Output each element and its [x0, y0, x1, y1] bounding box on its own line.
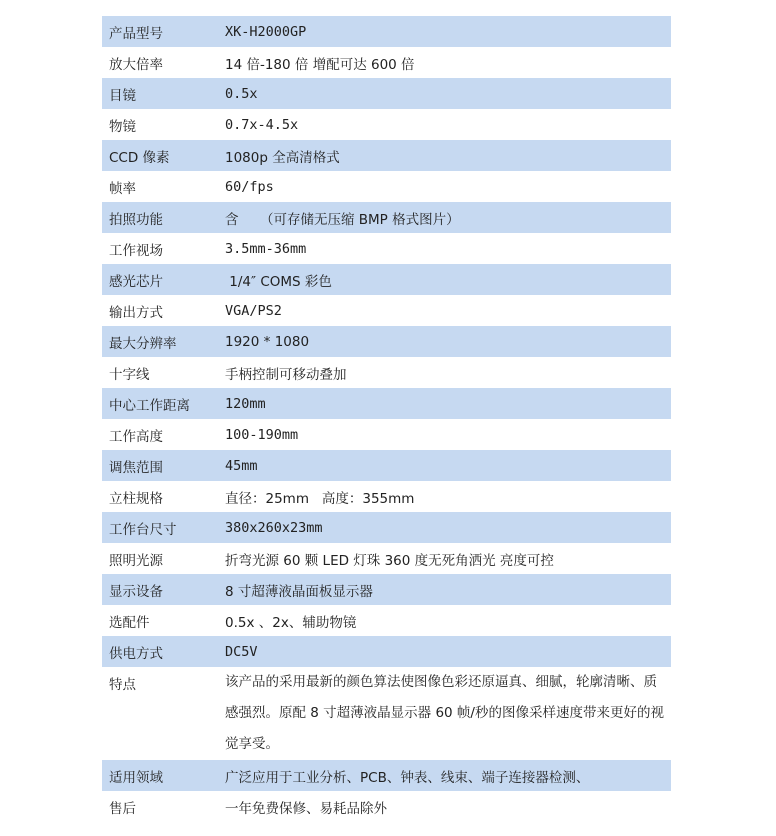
spec-label: 十字线	[102, 357, 218, 388]
spec-label: 目镜	[102, 78, 218, 109]
spec-row-accessories	[102, 605, 671, 636]
spec-value: 120mm	[218, 388, 671, 419]
spec-value: 1080p 全高清格式	[218, 140, 671, 171]
spec-label: 选配件	[102, 605, 218, 636]
spec-row-crosshair	[102, 357, 671, 388]
spec-row-frame-rate	[102, 171, 671, 202]
spec-value: 该产品的采用最新的颜色算法使图像色彩还原逼真、细腻，轮廓清晰、质感强烈。原配 8 寸超薄液晶显示器 60 帧/秒的图像采样速度带来更好的视觉享受。	[218, 667, 671, 760]
spec-value: 14 倍-180 倍 增配可达 600 倍	[218, 47, 671, 78]
spec-row-objective	[102, 109, 671, 140]
spec-label: 产品型号	[102, 16, 218, 47]
spec-row-column	[102, 481, 671, 512]
spec-label: 显示设备	[102, 574, 218, 605]
spec-row-stage-size	[102, 512, 671, 543]
spec-value: XK-H2000GP	[218, 16, 671, 47]
spec-value: VGA/PS2	[218, 295, 671, 326]
spec-value: DC5V	[218, 636, 671, 667]
spec-row-after-sales	[102, 791, 671, 822]
spec-value: 100-190mm	[218, 419, 671, 450]
spec-label: 中心工作距离	[102, 388, 218, 419]
spec-row-working-distance	[102, 388, 671, 419]
spec-row-model	[102, 16, 671, 47]
spec-label: 特点	[102, 667, 218, 760]
spec-value: 广泛应用于工业分析、PCB、钟表、线束、端子连接器检测、	[218, 760, 671, 791]
spec-value: 折弯光源 60 颗 LED 灯珠 360 度无死角洒光 亮度可控	[218, 543, 671, 574]
spec-label: 照明光源	[102, 543, 218, 574]
spec-row-eyepiece	[102, 78, 671, 109]
spec-row-display	[102, 574, 671, 605]
spec-label: 立柱规格	[102, 481, 218, 512]
spec-label: 帧率	[102, 171, 218, 202]
spec-row-output	[102, 295, 671, 326]
spec-value: 手柄控制可移动叠加	[218, 357, 671, 388]
spec-label: 工作高度	[102, 419, 218, 450]
spec-row-applications	[102, 760, 671, 791]
spec-value: 45mm	[218, 450, 671, 481]
spec-value: 一年免费保修、易耗品除外	[218, 791, 671, 822]
spec-value: 1920 * 1080	[218, 326, 671, 357]
spec-value: 0.5x	[218, 78, 671, 109]
spec-row-photo	[102, 202, 671, 233]
spec-label: 工作台尺寸	[102, 512, 218, 543]
spec-value: 8 寸超薄液晶面板显示器	[218, 574, 671, 605]
spec-label: 供电方式	[102, 636, 218, 667]
spec-value: 3.5mm-36mm	[218, 233, 671, 264]
spec-label: 物镜	[102, 109, 218, 140]
spec-label: 调焦范围	[102, 450, 218, 481]
spec-value: 1/4″ COMS 彩色	[218, 264, 671, 295]
spec-value: 含 （可存储无压缩 BMP 格式图片）	[218, 202, 671, 233]
spec-row-power	[102, 636, 671, 667]
spec-row-features	[102, 667, 671, 760]
spec-label: 拍照功能	[102, 202, 218, 233]
spec-value: 380x260x23mm	[218, 512, 671, 543]
spec-value: 0.7x-4.5x	[218, 109, 671, 140]
spec-label: 输出方式	[102, 295, 218, 326]
spec-row-max-resolution	[102, 326, 671, 357]
spec-row-working-height	[102, 419, 671, 450]
spec-label: 最大分辨率	[102, 326, 218, 357]
spec-row-sensor	[102, 264, 671, 295]
spec-row-lighting	[102, 543, 671, 574]
spec-label: 感光芯片	[102, 264, 218, 295]
spec-label: 放大倍率	[102, 47, 218, 78]
spec-table	[102, 16, 671, 822]
spec-label: 工作视场	[102, 233, 218, 264]
spec-label: 售后	[102, 791, 218, 822]
spec-value: 60/fps	[218, 171, 671, 202]
spec-value: 0.5x 、2x、辅助物镜	[218, 605, 671, 636]
spec-label: CCD 像素	[102, 140, 218, 171]
spec-row-ccd-pixels	[102, 140, 671, 171]
spec-row-field-of-view	[102, 233, 671, 264]
spec-label: 适用领域	[102, 760, 218, 791]
spec-row-focus-range	[102, 450, 671, 481]
spec-row-magnification	[102, 47, 671, 78]
spec-value: 直径：25mm 高度：355mm	[218, 481, 671, 512]
